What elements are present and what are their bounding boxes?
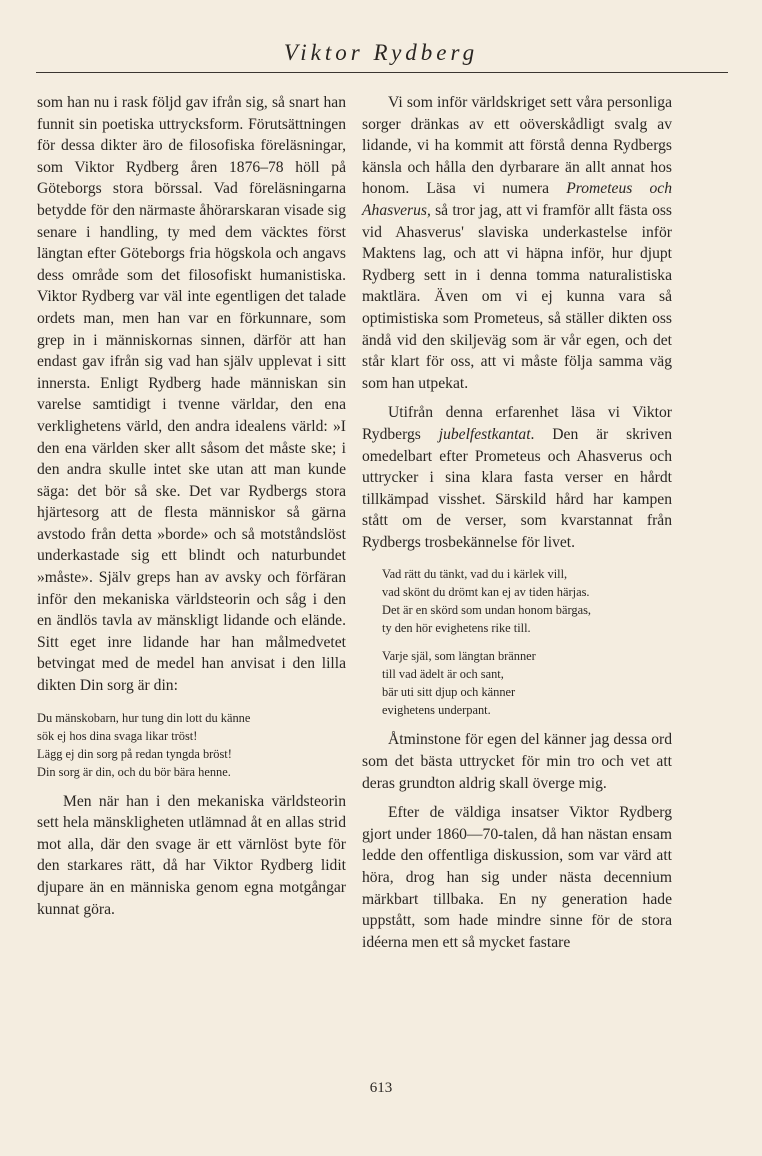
header-rule (36, 72, 728, 73)
right-column (362, 92, 672, 953)
verse-line: Lägg ej din sorg på redan tyngda bröst! (37, 746, 232, 761)
verse-line: Du mänskobarn, hur tung din lott du känne (37, 710, 251, 725)
paragraph (362, 92, 672, 394)
verse-line: till vad ädelt är och sant, (382, 667, 504, 682)
left-column (37, 92, 346, 920)
verse-line: sök ej hos dina svaga likar tröst! (37, 728, 198, 743)
text-run: , så tror jag, att vi framför allt fästa oss vid Ahasverus' slaviska underkastelse inför Maktens lag, och att vi häpna inför, hur djupt Rydberg sett in i denna tomma naturalistiska maktlära. Även om vi ej kunna vara så optimistiska som Prometeus, så ställer dikten oss ändå vid den skiljeväg som är vår egen, och det står klart för oss, att vi måste följa samma väg som han utpekat. (362, 201, 672, 392)
paragraph (362, 402, 672, 553)
verse-line: Det är en skörd som undan honom bärgas, (382, 603, 591, 618)
work-title: Prometeus och Ahasverus (362, 180, 672, 219)
text-run: Utifrån denna erfarenhet läsa vi Viktor Rydbergs (362, 404, 672, 443)
verse-din-sorg (37, 709, 346, 781)
verse-line: bär uti sitt djup och känner (382, 685, 516, 700)
paragraph: som han nu i rask följd gav ifrån sig, så snart han funnit sin poetiska uttrycksform. Förutsättningen för dessa dikter äro de filosofiska föreläsningar, som Viktor Rydberg åren 1876–78 höll på Göteborgs stora börssal. Vad föreläsningarna betydde för den närmaste åhörarskaran visade sig senare i handling, ty med dem väcktes först längtan efter Göteborgs fria högskola och angavs dess område som det filosofiskt humanistiska. Viktor Rydberg var väl inte egentligen det talade ordets man, men han var en förkunnare, som grep in i människornas sinnen, därför att han endast gav ifrån sig vad han själv upplevat i sitt innersta. Enligt Rydberg hade människan sin varelse samtidigt i tvenne världar, den ena verklighetens värld, den andra idealens värld: »I den ena världen sker allt såsom det måste ske; i den andra skulle intet ske utan att man kunde säga: det bör så ske. Det var Rydbergs stora hjärtesorg att de flesta människor så gärna avstodo från detta »borde» och så motståndslöst underkastade sig ett blindt och naturbundet »måste». Själv greps han av avsky och förfäran inför den mekaniska världsteorin och såg i den en ändlös tavla av mänskligt lidande och elände. Sitt eget inre lidande har han målmedvetet betvingat med de medel han anvisat i den lilla dikten Din sorg är din: (37, 94, 346, 695)
verse-line: evighetens underpant. (382, 703, 491, 718)
stanza-gap (382, 637, 672, 647)
page-number: 613 (369, 1080, 393, 1096)
verse-jubelfestkantat (382, 565, 672, 719)
paragraph: Efter de väldiga insatser Viktor Rydberg gjort under 1860—70-talen, då han nästan ensam ledde den offentliga diskussion, som var värd att höra, drog han sig under nästa decennium märkbart tillbaka. En ny generation hade uppstått, som hade mindre sinne för de stora idéerna men ett så mycket fastare (362, 804, 672, 951)
verse-line: vad skönt du drömt kan ej av tiden härjas. (382, 585, 590, 600)
text-run: . Den är skriven omedelbart efter Prometeus och Ahasverus och uttrycker i sina klara fasta verser en hårdt tillkämpad visshet. Särskild hård har kampen stått om de verser, som kvarstannat från Rydbergs trosbekännelse för livet. (362, 425, 673, 551)
verse-line: Vad rätt du tänkt, vad du i kärlek vill, (382, 567, 568, 582)
verse-line: Din sorg är din, och du bör bära henne. (37, 764, 231, 779)
paragraph: Men när han i den mekaniska världsteorin sett hela mänskligheten utlämnad åt en allas strid mot alla, där den svage är ett värnlöst byte för den starkares rätt, då har Viktor Rydberg lidit djupare än en människa genom egna motgångar kunnat göra. (37, 792, 346, 918)
verse-line: Varje själ, som längtan bränner (382, 649, 536, 664)
work-title: jubelfestkantat (438, 425, 531, 443)
paragraph: Åtminstone för egen del känner jag dessa ord som det bästa uttrycket för min tro och vet att deras grundton aldrig skall överge mig. (362, 731, 672, 792)
verse-line: ty den hör evighetens rike till. (382, 621, 531, 636)
text-run: Vi som inför världskriget sett våra personliga sorger dränkas av ett oöverskådligt svalg av lidande, vi ha kommit att förstå denna Rydbergs känsla och hålla den dyrbarare än allt annat hos honom. Läsa vi numera (362, 94, 672, 198)
running-header: Viktor Rydberg (283, 40, 479, 65)
